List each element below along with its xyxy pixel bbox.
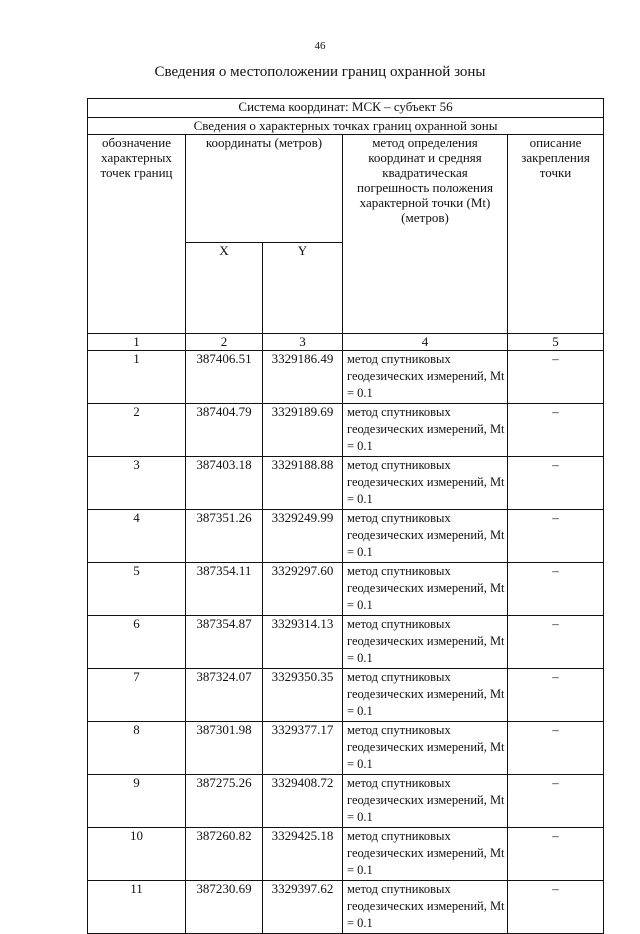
method: метод спутниковых геодезических измерений, Mt = 0.1	[343, 563, 508, 616]
method: метод спутниковых геодезических измерений, Mt = 0.1	[343, 669, 508, 722]
method: метод спутниковых геодезических измерений, Mt = 0.1	[343, 404, 508, 457]
column-number-row	[88, 334, 604, 351]
table-row	[88, 510, 604, 563]
coordinate-y: 3329186.49	[263, 351, 343, 404]
method: метод спутниковых геодезических измерений, Mt = 0.1	[343, 881, 508, 934]
column-number: 3	[263, 334, 343, 351]
coordinate-y: 3329189.69	[263, 404, 343, 457]
coordinate-y: 3329249.99	[263, 510, 343, 563]
point-id: 7	[88, 669, 186, 722]
boundary-points-table	[87, 98, 604, 934]
method: метод спутниковых геодезических измерений, Mt = 0.1	[343, 616, 508, 669]
table-row	[88, 775, 604, 828]
point-id: 11	[88, 881, 186, 934]
method: метод спутниковых геодезических измерений, Mt = 0.1	[343, 775, 508, 828]
coordinate-x: 387354.87	[186, 616, 263, 669]
point-id: 4	[88, 510, 186, 563]
header-description: описание закрепления точки	[508, 135, 604, 334]
coordinate-x: 387230.69	[186, 881, 263, 934]
table-row	[88, 669, 604, 722]
fixing-description: –	[508, 775, 604, 828]
column-number: 2	[186, 334, 263, 351]
fixing-description: –	[508, 510, 604, 563]
coordinate-y: 3329314.13	[263, 616, 343, 669]
coordinate-x: 387351.26	[186, 510, 263, 563]
document-title: Сведения о местоположении границ охранной зоны	[154, 64, 486, 80]
column-number: 5	[508, 334, 604, 351]
method: метод спутниковых геодезических измерений, Mt = 0.1	[343, 510, 508, 563]
fixing-description: –	[508, 404, 604, 457]
coordinate-y: 3329377.17	[263, 722, 343, 775]
table-row	[88, 828, 604, 881]
coordinate-system-row	[88, 99, 604, 118]
method: метод спутниковых геодезических измерений, Mt = 0.1	[343, 828, 508, 881]
coordinate-x: 387404.79	[186, 404, 263, 457]
table-row	[88, 722, 604, 775]
table-row	[88, 457, 604, 510]
column-header-row	[88, 135, 604, 243]
coordinate-x: 387354.11	[186, 563, 263, 616]
table-row	[88, 351, 604, 404]
table-caption-row	[88, 118, 604, 135]
fixing-description: –	[508, 669, 604, 722]
coordinate-system: Система координат: МСК – субъект 56	[88, 99, 604, 118]
point-id: 1	[88, 351, 186, 404]
coordinate-y: 3329350.35	[263, 669, 343, 722]
fixing-description: –	[508, 351, 604, 404]
table-caption: Сведения о характерных точках границ охранной зоны	[88, 118, 604, 135]
point-id: 6	[88, 616, 186, 669]
point-id: 9	[88, 775, 186, 828]
point-id: 8	[88, 722, 186, 775]
page-number: 46	[314, 40, 326, 52]
coordinate-y: 3329425.18	[263, 828, 343, 881]
table-row	[88, 563, 604, 616]
header-coordinates: координаты (метров)	[186, 135, 343, 243]
coordinate-y: 3329297.60	[263, 563, 343, 616]
coordinate-x: 387406.51	[186, 351, 263, 404]
table-row	[88, 616, 604, 669]
fixing-description: –	[508, 828, 604, 881]
table-row	[88, 881, 604, 934]
coordinate-x: 387403.18	[186, 457, 263, 510]
fixing-description: –	[508, 616, 604, 669]
method: метод спутниковых геодезических измерений, Mt = 0.1	[343, 722, 508, 775]
header-x: X	[186, 243, 263, 334]
coordinate-x: 387260.82	[186, 828, 263, 881]
coordinate-x: 387275.26	[186, 775, 263, 828]
table-row	[88, 404, 604, 457]
coordinate-x: 387301.98	[186, 722, 263, 775]
point-id: 5	[88, 563, 186, 616]
coordinate-x: 387324.07	[186, 669, 263, 722]
fixing-description: –	[508, 563, 604, 616]
header-y: Y	[263, 243, 343, 334]
header-designation: обозначение характерных точек границ	[88, 135, 186, 334]
method: метод спутниковых геодезических измерений, Mt = 0.1	[343, 351, 508, 404]
fixing-description: –	[508, 881, 604, 934]
fixing-description: –	[508, 457, 604, 510]
header-method: метод определения координат и средняя квадратическая погрешность положения характерной точки (Mt) (метров)	[343, 135, 508, 334]
point-id: 3	[88, 457, 186, 510]
coordinate-y: 3329188.88	[263, 457, 343, 510]
method: метод спутниковых геодезических измерений, Mt = 0.1	[343, 457, 508, 510]
coordinate-y: 3329397.62	[263, 881, 343, 934]
point-id: 2	[88, 404, 186, 457]
fixing-description: –	[508, 722, 604, 775]
point-id: 10	[88, 828, 186, 881]
column-number: 1	[88, 334, 186, 351]
coordinate-y: 3329408.72	[263, 775, 343, 828]
column-number: 4	[343, 334, 508, 351]
